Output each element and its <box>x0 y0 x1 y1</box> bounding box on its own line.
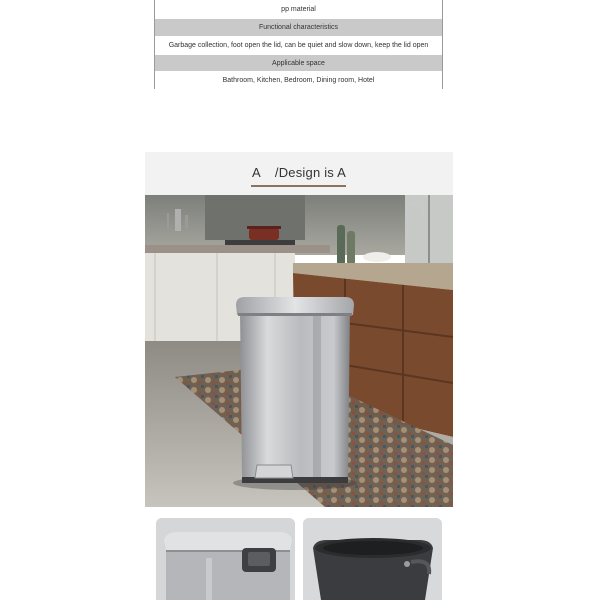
design-title-text: /Design is A <box>274 165 346 180</box>
lid-detail-illustration <box>156 518 295 600</box>
kitchen-scene-illustration <box>145 195 453 507</box>
applicable-space-value: Bathroom, Kitchen, Bedroom, Dining room, Hotel <box>155 71 442 89</box>
material-value: pp material <box>155 0 442 19</box>
design-title-underline <box>251 185 346 187</box>
applicable-space-header: Applicable space <box>155 55 442 71</box>
functional-characteristics-value: Garbage collection, foot open the lid, can be quiet and slow down, keep the lid open <box>155 36 442 55</box>
design-section-header <box>145 152 453 195</box>
design-title <box>145 165 453 180</box>
product-photo-inner-bucket <box>303 518 442 600</box>
specification-table <box>154 0 443 89</box>
inner-bucket-illustration <box>303 518 442 600</box>
functional-characteristics-header: Functional characteristics <box>155 19 442 36</box>
product-photo-lid-detail <box>156 518 295 600</box>
design-letter: A <box>252 165 261 180</box>
product-photo-kitchen <box>145 195 453 507</box>
